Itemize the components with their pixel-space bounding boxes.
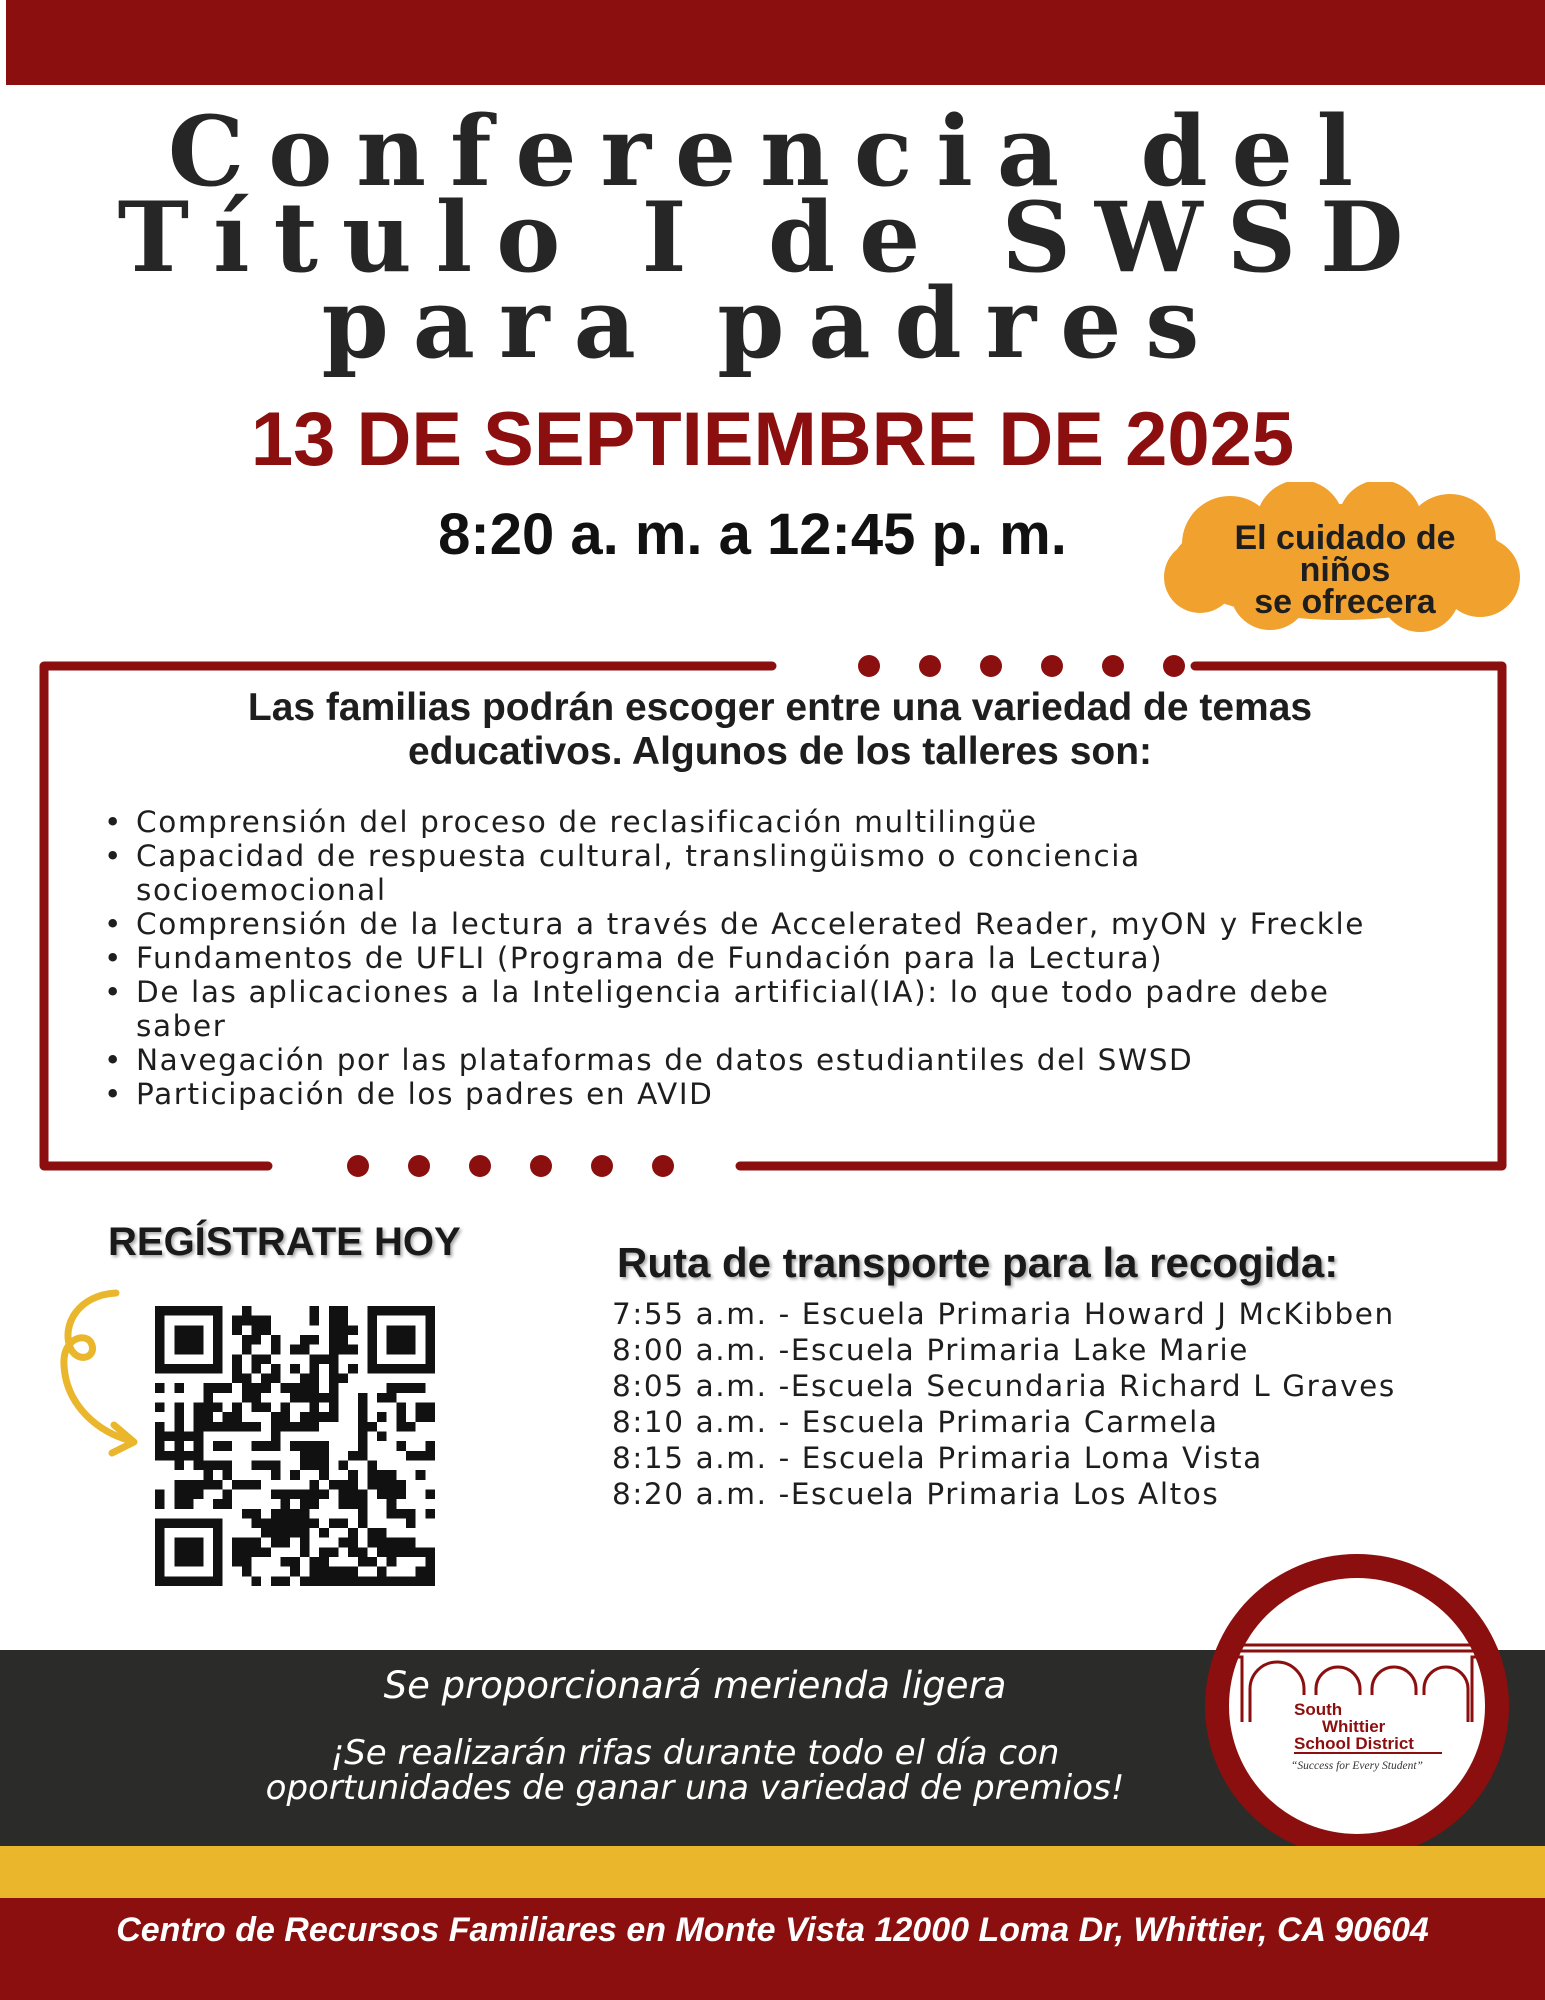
transport-stop: 8:20 a.m. -Escuela Primaria Los Altos [612,1477,1220,1511]
bullet-icon: • [104,975,124,1009]
district-logo [1198,1547,1516,1865]
raffle-notice-line-2: oportunidades de ganar una variedad de premios! [265,1768,1125,1808]
workshop-item-text-continued: saber [136,1009,227,1043]
workshops-heading-line-2: educativos. Algunos de los talleres son: [407,730,1153,773]
bullet-icon: • [104,907,124,941]
event-title-line-3: para padres [321,267,1224,380]
childcare-badge-text [1195,519,1495,621]
snack-notice: Se proporcionará merienda ligera [383,1664,1007,1707]
workshop-item-text: Participación de los padres en AVID [136,1077,714,1111]
transport-heading: Ruta de transporte para la recogida: [617,1239,1339,1286]
event-time: 8:20 a. m. a 12:45 p. m. [438,502,1067,567]
workshop-item-text-continued: socioemocional [136,873,387,907]
event-title-line-1: Conferencia del [167,95,1378,208]
transport-stops [612,1296,1512,1512]
bullet-icon: • [104,941,124,975]
logo-line-2: Whittier [1322,1717,1386,1736]
logo-tagline: “Success for Every Student” [1291,1760,1423,1772]
workshop-item-text: De las aplicaciones a la Inteligencia artificial(IA): lo que todo padre debe [136,975,1330,1009]
transport-stop: 8:15 a.m. - Escuela Primaria Loma Vista [612,1441,1263,1475]
workshops-heading-line-1: Las familias podrán escoger entre una variedad de temas [247,686,1313,729]
workshop-item [100,805,1500,839]
workshop-item [100,839,1500,907]
bullet-icon: • [104,805,124,839]
register-heading: REGÍSTRATE HOY [108,1220,461,1264]
event-address: Centro de Recursos Familiares en Monte Vista 12000 Loma Dr, Whittier, CA 90604 [116,1911,1429,1949]
workshop-item-text: Fundamentos de UFLI (Programa de Fundación para la Lectura) [136,941,1164,975]
transport-stop: 8:00 a.m. -Escuela Primaria Lake Marie [612,1333,1250,1367]
workshops-heading [80,686,1480,774]
raffle-notice [150,1733,1240,1808]
workshop-item [100,975,1500,1043]
childcare-badge-line-2: niños [1299,551,1391,589]
qr-code-icon[interactable] [155,1306,435,1586]
workshop-item-text: Comprensión del proceso de reclasificación multilingüe [136,805,1038,839]
curly-arrow-icon [48,1285,148,1465]
transport-stop: 8:10 a.m. - Escuela Primaria Carmela [612,1405,1219,1439]
workshop-item [100,1043,1500,1077]
gold-stripe [0,1846,1545,1898]
workshop-item [100,941,1500,975]
logo-line-3: School District [1294,1734,1414,1753]
top-banner-bar [6,0,1545,85]
childcare-badge-line-3: se ofrecera [1254,583,1436,621]
workshops-list [100,805,1500,1111]
workshop-item [100,907,1500,941]
bullet-icon: • [104,1077,124,1111]
workshop-item-text: Navegación por las plataformas de datos estudiantiles del SWSD [136,1043,1194,1077]
event-title-line-2: Título I de SWSD [117,181,1428,294]
workshop-item-text: Comprensión de la lectura a través de Accelerated Reader, myON y Freckle [136,907,1366,941]
transport-stop: 8:05 a.m. -Escuela Secundaria Richard L Graves [612,1369,1396,1403]
bullet-icon: • [104,839,124,873]
workshop-item-text: Capacidad de respuesta cultural, translingüismo o conciencia [136,839,1141,873]
logo-line-1: South [1294,1700,1343,1719]
childcare-badge-line-1: El cuidado de [1234,519,1456,557]
raffle-notice-line-1: ¡Se realizarán rifas durante todo el día con [330,1733,1060,1773]
transport-stop: 7:55 a.m. - Escuela Primaria Howard J McKibben [612,1297,1395,1331]
event-date: 13 DE SEPTIEMBRE DE 2025 [250,397,1295,482]
bullet-icon: • [104,1043,124,1077]
workshop-item [100,1077,1500,1111]
